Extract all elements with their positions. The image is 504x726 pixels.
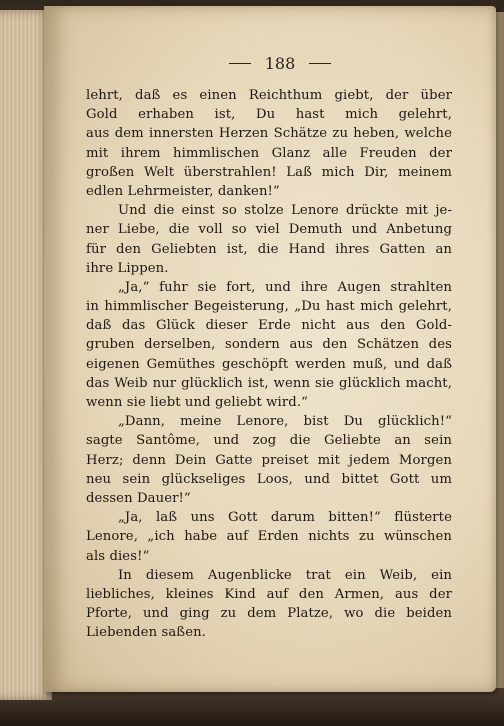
text-line: Liebenden saßen. (86, 625, 206, 641)
text-line: Lenore, „ich habe auf Erden nichts zu wünschen (86, 529, 452, 545)
header-dash-right (309, 63, 331, 64)
text-line: daß das Glück dieser Erde nicht aus den Gold- (86, 318, 452, 334)
page-body-text (86, 86, 452, 642)
text-line: für den Geliebten ist, die Hand ihres Gatten an (86, 241, 452, 257)
text-line: ner Liebe, die voll so viel Demuth und Anbetung (86, 222, 452, 238)
text-line: Pforte, und ging zu dem Platze, wo die beiden (86, 606, 452, 622)
text-line: wenn sie liebt und geliebt wird.“ (86, 395, 308, 410)
page-number: 188 (264, 53, 296, 73)
text-line: liebliches, kleines Kind auf den Armen, aus der (86, 586, 452, 602)
page-header (90, 50, 470, 76)
text-line: „Ja, laß uns Gott darum bitten!“ flüsterte (118, 510, 452, 526)
text-line: ihre Lippen. (86, 260, 169, 276)
text-line: dessen Dauer!“ (86, 490, 191, 506)
text-line: Und die einst so stolze Lenore drückte mit je- (118, 203, 452, 219)
bottom-shadow (0, 700, 504, 726)
text-line: das Weib nur glücklich ist, wenn sie glücklich macht, (86, 375, 452, 391)
text-line: als dies!“ (86, 548, 150, 564)
text-line: lehrt, daß es einen Reichthum giebt, der über (86, 88, 452, 103)
text-line: in himmlischer Begeisterung, „Du hast mich gelehrt, (86, 299, 452, 315)
text-line: sagte Santôme, und zog die Geliebte an sein (86, 433, 452, 449)
text-line: großen Welt überstrahlen! Laß mich Dir, meinem (86, 164, 452, 180)
text-line: Gold erhaben ist, Du hast mich gelehrt, (86, 107, 452, 123)
text-line: mit ihrem himmlischen Glanz alle Freuden der (86, 145, 452, 161)
header-dash-left (229, 63, 251, 64)
text-line: In diesem Augenblicke trat ein Weib, ein (118, 567, 452, 583)
text-line: gruben derselben, sondern aus den Schätzen des (86, 337, 452, 353)
text-line: eigenen Gemüthes geschöpft werden muß, und daß (86, 356, 452, 372)
text-line: edlen Lehrmeister, danken!“ (86, 183, 280, 199)
text-line: Herz; denn Dein Gatte preiset mit jedem Morgen (86, 452, 452, 468)
text-line: neu sein glückseliges Loos, und bittet Gott um (86, 471, 452, 487)
text-line: „Ja,“ fuhr sie fort, und ihre Augen strahlten (118, 279, 452, 295)
text-line: „Dann, meine Lenore, bist Du glücklich!“ (118, 414, 452, 430)
text-line: aus dem innersten Herzen Schätze zu heben, welche (86, 126, 452, 142)
